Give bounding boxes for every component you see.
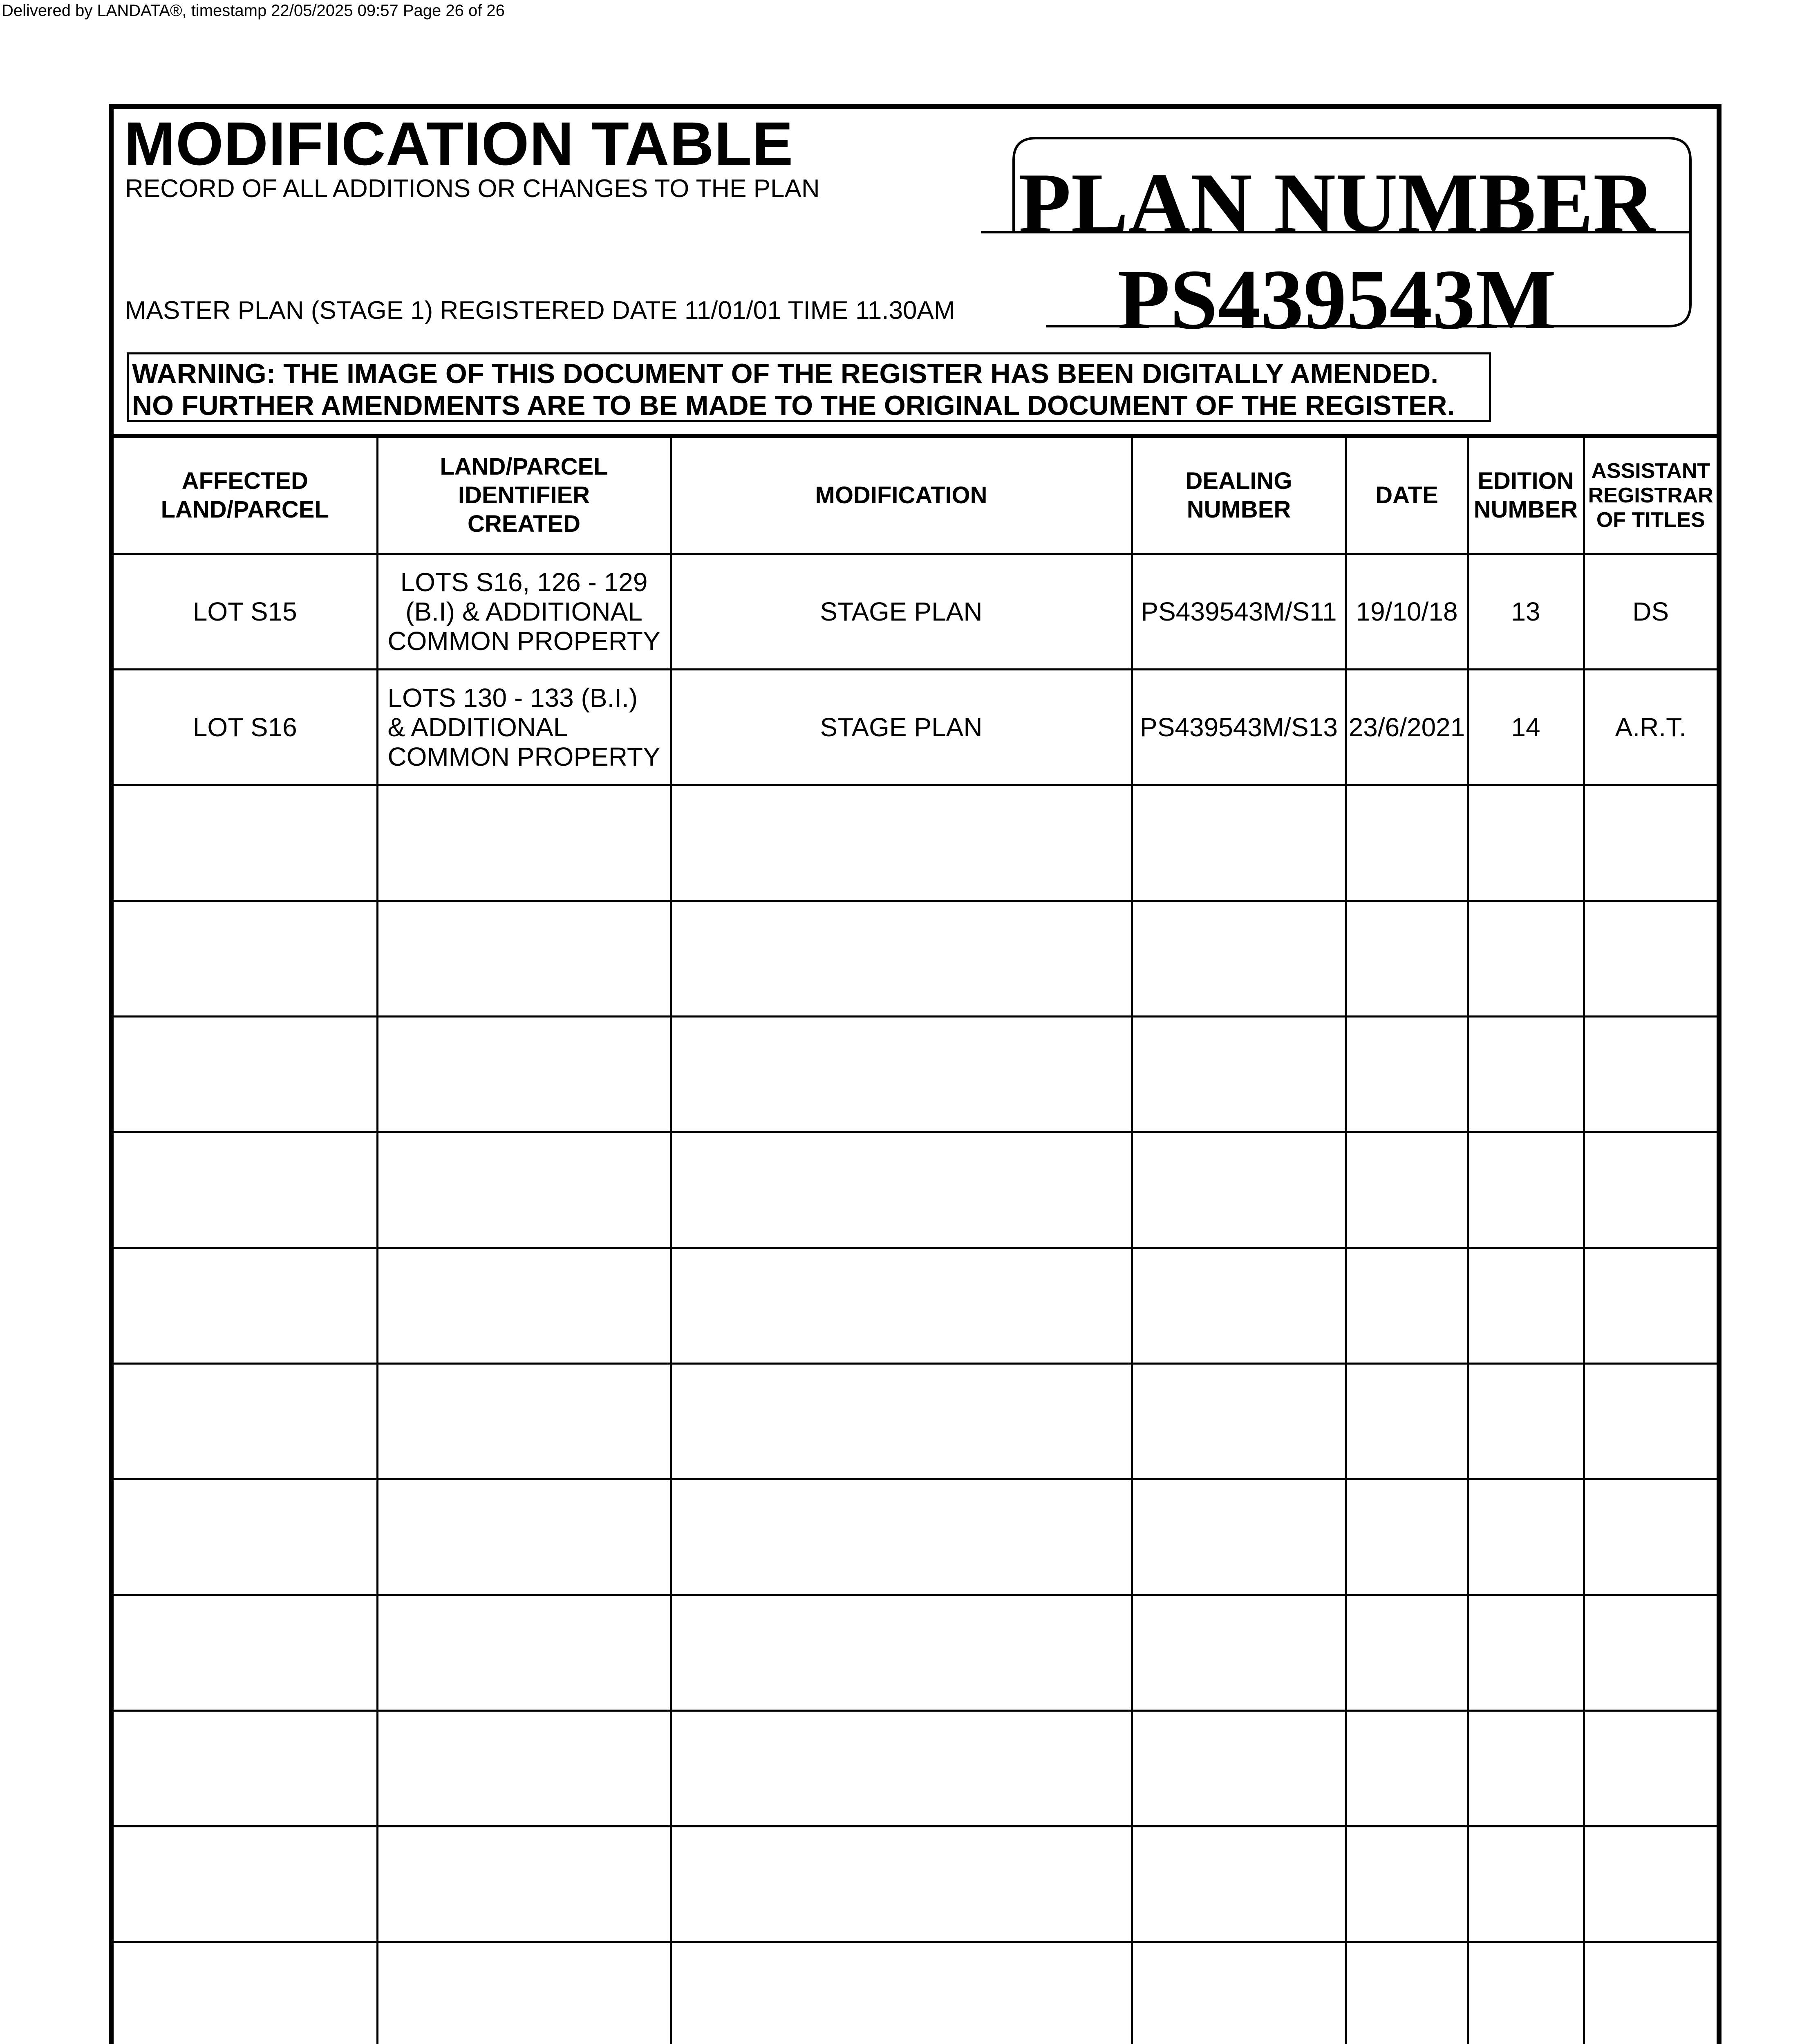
empty-cell [1132,1479,1346,1595]
table-row [114,554,1717,670]
empty-table-row [114,1248,1717,1364]
empty-cell [1132,1942,1346,2044]
empty-table-row [114,1017,1717,1132]
empty-cell [1132,1364,1346,1479]
empty-cell [114,785,377,901]
empty-cell [1584,1827,1717,1942]
empty-table-row [114,785,1717,901]
empty-cell [114,901,377,1017]
plan-number-label: PLAN NUMBER [1019,156,1655,251]
empty-cell [1346,1595,1468,1711]
empty-cell [1584,1132,1717,1248]
column-header-modification: MODIFICATION [671,436,1132,554]
empty-cell [1346,785,1468,901]
cell-created: LOTS S16, 126 - 129 (B.I) & ADDITIONAL COMMON PROPERTY [377,554,671,670]
empty-table-row [114,1942,1717,2044]
table-row [114,670,1717,785]
empty-cell [377,901,671,1017]
plan-number-value: PS439543M [1117,252,1556,347]
empty-cell [1132,785,1346,901]
empty-cell [1132,1017,1346,1132]
empty-cell [114,1248,377,1364]
empty-cell [671,1942,1132,2044]
empty-cell [671,1248,1132,1364]
table-header-area [114,109,1717,437]
empty-cell [377,1479,671,1595]
empty-cell [114,1827,377,1942]
empty-cell [1132,1595,1346,1711]
empty-cell [1584,1364,1717,1479]
empty-cell [1346,1479,1468,1595]
cell-registrar: DS [1584,554,1717,670]
column-header-dealing-number: DEALING NUMBER [1132,436,1346,554]
empty-cell [114,1364,377,1479]
cell-modification: STAGE PLAN [671,670,1132,785]
empty-table-row [114,1711,1717,1827]
empty-cell [1468,1595,1584,1711]
empty-cell [1584,1595,1717,1711]
empty-table-row [114,1364,1717,1479]
empty-cell [377,1942,671,2044]
empty-cell [1584,1711,1717,1827]
empty-cell [114,1479,377,1595]
empty-cell [114,1017,377,1132]
warning-line-2: NO FURTHER AMENDMENTS ARE TO BE MADE TO THE ORIGINAL DOCUMENT OF THE REGISTER. [132,390,1455,421]
empty-cell [377,1595,671,1711]
empty-cell [671,1132,1132,1248]
cell-date: 19/10/18 [1346,554,1468,670]
empty-cell [671,1364,1132,1479]
column-header-created: LAND/PARCEL IDENTIFIER CREATED [377,436,671,554]
digital-amendment-warning [127,352,1491,422]
empty-cell [1468,1479,1584,1595]
empty-cell [1132,1132,1346,1248]
empty-cell [1468,1132,1584,1248]
empty-cell [114,1942,377,2044]
empty-table-row [114,1479,1717,1595]
empty-cell [671,1827,1132,1942]
empty-cell [1346,1711,1468,1827]
empty-cell [377,785,671,901]
cell-modification: STAGE PLAN [671,554,1132,670]
cell-dealing-number: PS439543M/S13 [1132,670,1346,785]
empty-cell [114,1595,377,1711]
cell-dealing-number: PS439543M/S11 [1132,554,1346,670]
column-header-edition-number: EDITION NUMBER [1468,436,1584,554]
empty-table-row [114,1827,1717,1942]
empty-cell [1584,1942,1717,2044]
master-plan-registration: MASTER PLAN (STAGE 1) REGISTERED DATE 11/01/01 TIME 11.30AM [125,296,955,325]
empty-cell [671,1711,1132,1827]
empty-cell [1132,901,1346,1017]
empty-cell [1346,901,1468,1017]
empty-cell [1132,1248,1346,1364]
empty-cell [114,1711,377,1827]
empty-cell [1346,1017,1468,1132]
modification-table-frame [109,104,1722,2044]
cell-affected: LOT S16 [114,670,377,785]
empty-cell [1468,1364,1584,1479]
empty-cell [1468,1017,1584,1132]
cell-registrar: A.R.T. [1584,670,1717,785]
empty-cell [1468,1942,1584,2044]
empty-cell [671,1017,1132,1132]
empty-cell [1468,1827,1584,1942]
empty-cell [1584,1479,1717,1595]
cell-date: 23/6/2021 [1346,670,1468,785]
empty-cell [671,1595,1132,1711]
empty-cell [377,1248,671,1364]
empty-cell [1132,1711,1346,1827]
cell-edition-number: 13 [1468,554,1584,670]
empty-cell [377,1711,671,1827]
empty-cell [1468,901,1584,1017]
empty-cell [1346,1248,1468,1364]
warning-line-1: WARNING: THE IMAGE OF THIS DOCUMENT OF THE REGISTER HAS BEEN DIGITALLY AMENDED. [132,358,1439,389]
empty-cell [377,1017,671,1132]
cell-created: LOTS 130 - 133 (B.I.) & ADDITIONAL COMMON PROPERTY [377,670,671,785]
empty-cell [377,1364,671,1479]
empty-cell [1346,1132,1468,1248]
empty-cell [1346,1364,1468,1479]
empty-cell [1584,901,1717,1017]
empty-cell [1584,1017,1717,1132]
table-header-row [114,436,1717,554]
column-header-affected: AFFECTED LAND/PARCEL [114,436,377,554]
column-header-assistant-registrar: ASSISTANT REGISTRAR OF TITLES [1584,436,1717,554]
plan-number-box [981,136,1693,347]
empty-table-row [114,1132,1717,1248]
empty-cell [1346,1827,1468,1942]
column-header-date: DATE [1346,436,1468,554]
empty-cell [377,1827,671,1942]
cell-edition-number: 14 [1468,670,1584,785]
empty-cell [671,1479,1132,1595]
empty-cell [671,901,1132,1017]
empty-table-row [114,901,1717,1017]
page-title: MODIFICATION TABLE [124,109,794,178]
page-subtitle: RECORD OF ALL ADDITIONS OR CHANGES TO THE PLAN [125,175,820,203]
empty-cell [1468,785,1584,901]
empty-cell [377,1132,671,1248]
empty-cell [1346,1942,1468,2044]
delivery-stamp: Delivered by LANDATA®, timestamp 22/05/2025 09:57 Page 26 of 26 [2,2,505,20]
empty-cell [1584,785,1717,901]
cell-affected: LOT S15 [114,554,377,670]
empty-table-row [114,1595,1717,1711]
empty-cell [1468,1711,1584,1827]
empty-cell [1468,1248,1584,1364]
empty-cell [671,785,1132,901]
empty-cell [1132,1827,1346,1942]
empty-cell [1584,1248,1717,1364]
modification-table [114,434,1717,2044]
empty-cell [114,1132,377,1248]
